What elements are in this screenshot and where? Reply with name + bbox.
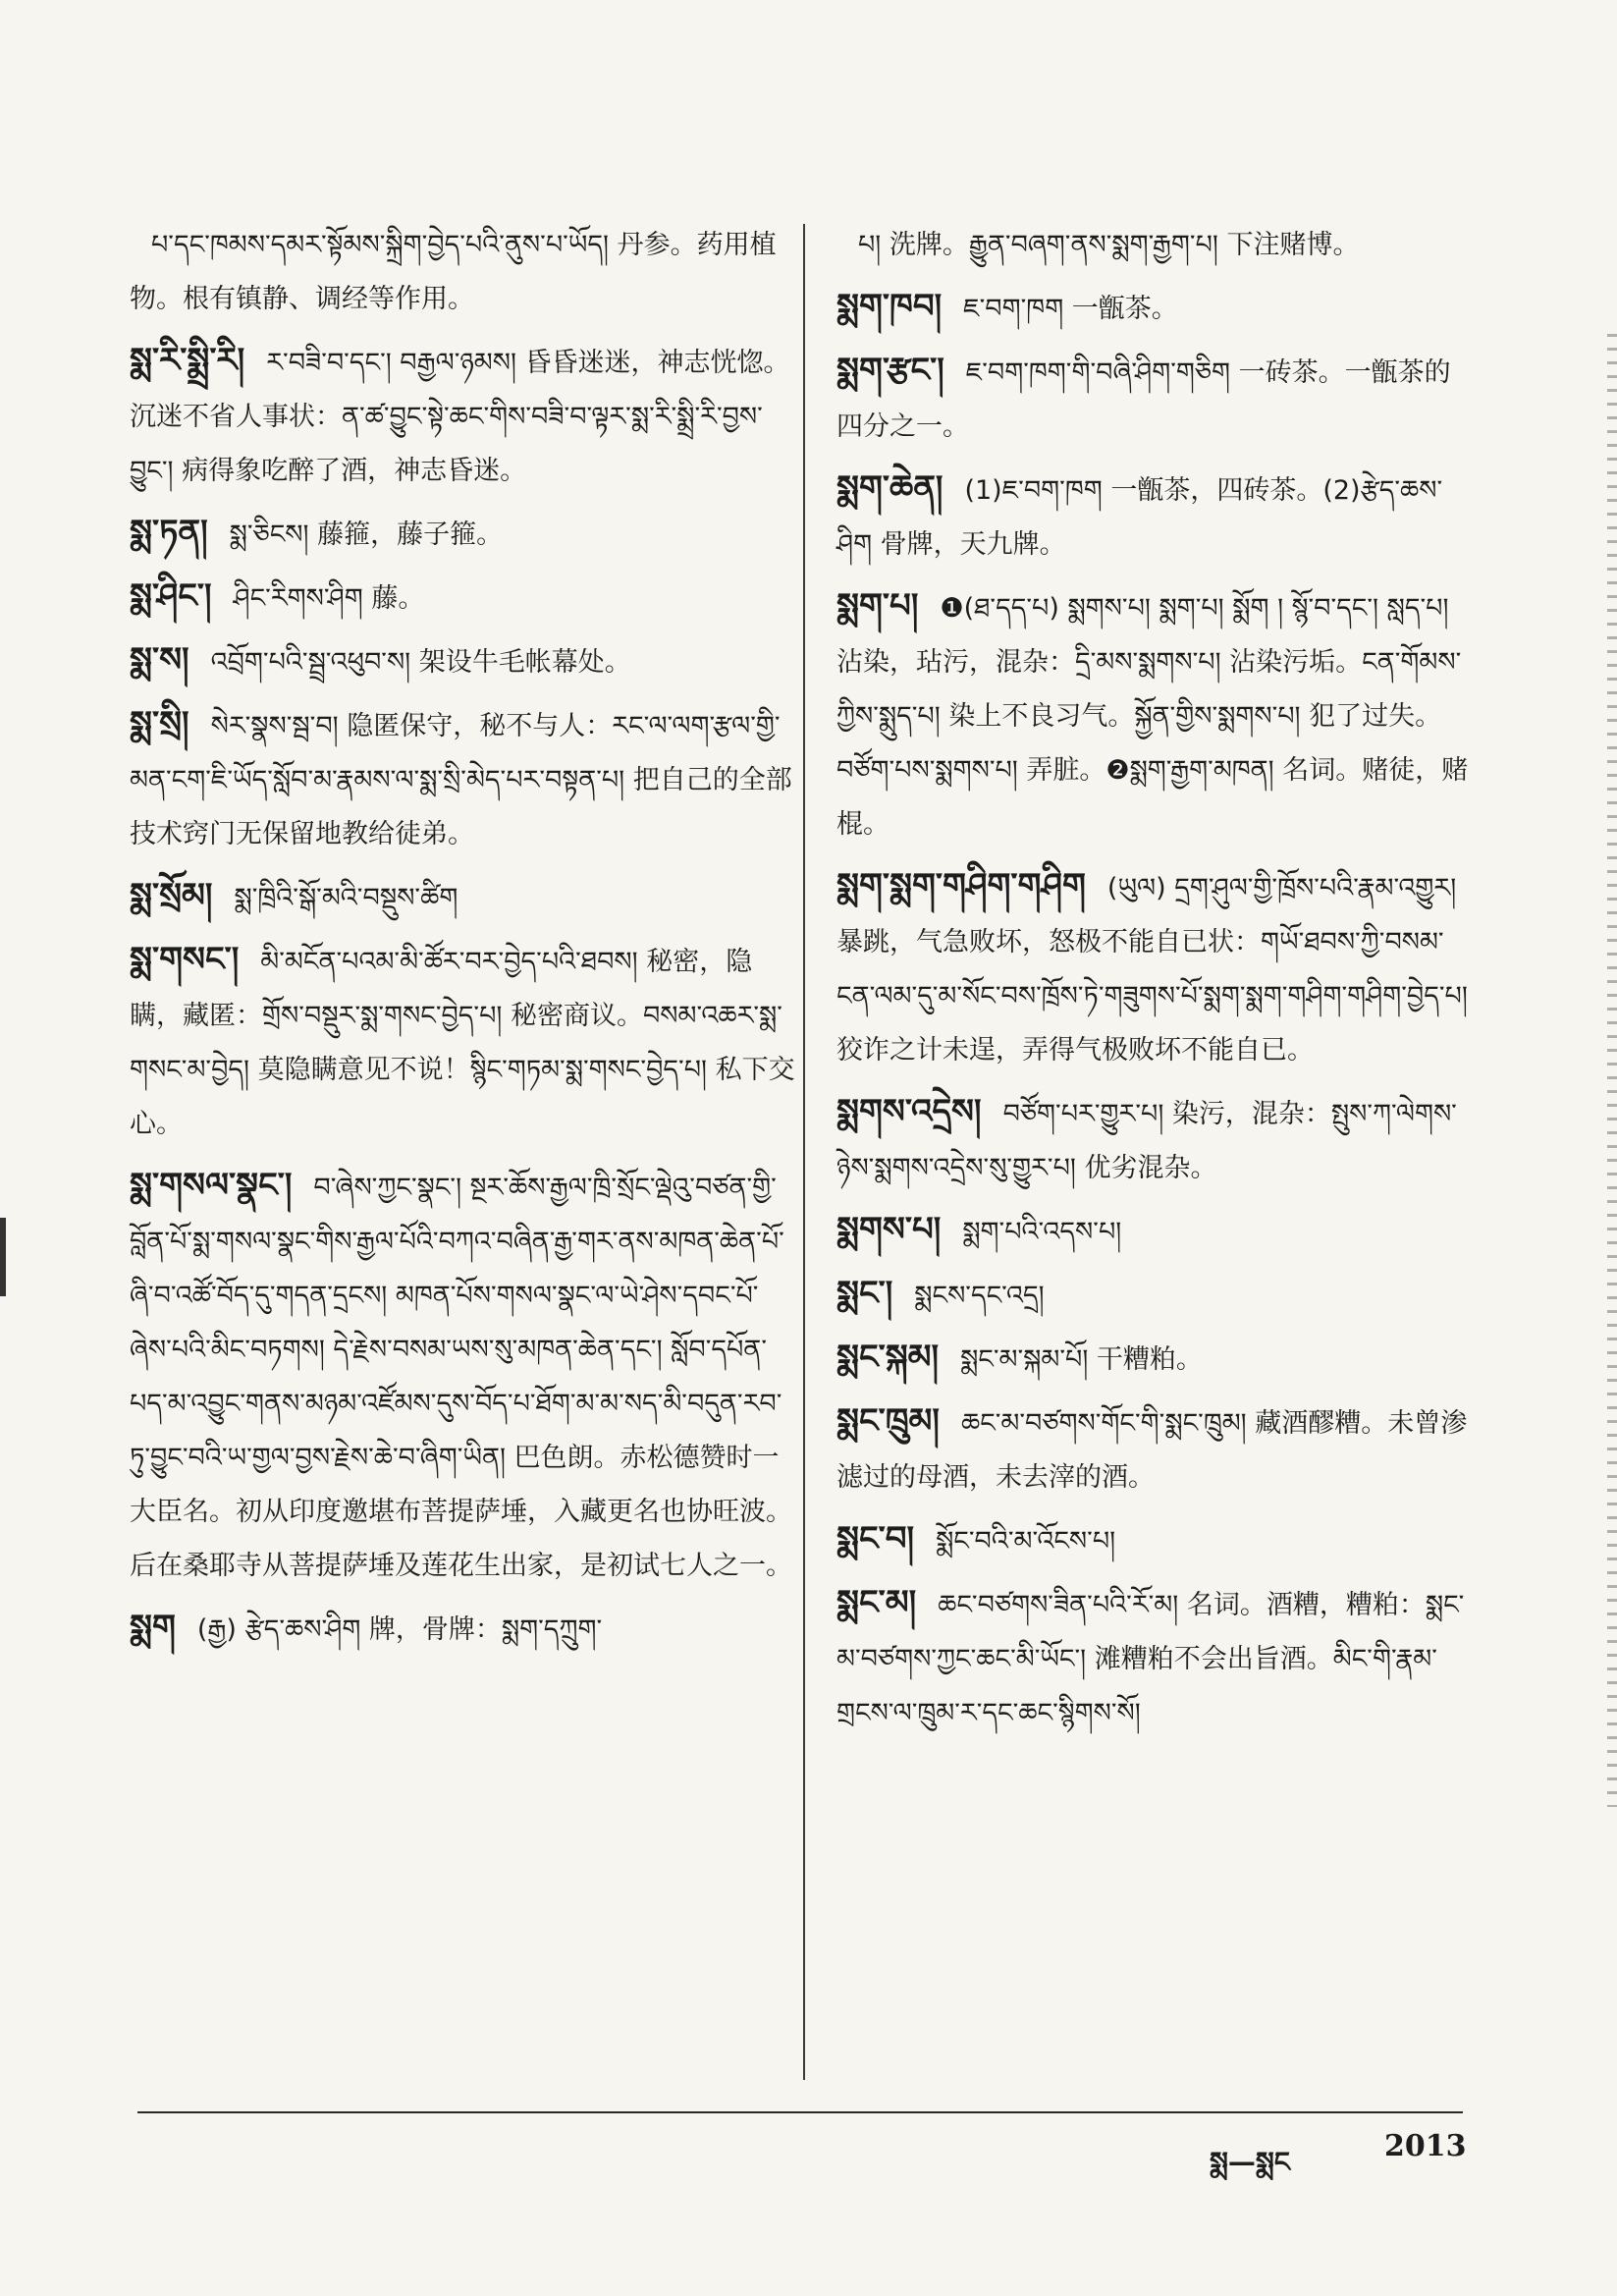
- entry: [836, 859, 1475, 1077]
- entry-text: ཇ་བག་ཁག 一甑茶。: [963, 294, 1178, 324]
- entry: [836, 280, 1475, 336]
- entry: [836, 579, 1475, 851]
- headword: སྨག་སྨག་གཤིག་གཤིག: [836, 866, 1086, 905]
- entry: [836, 216, 1475, 272]
- left-column: [130, 216, 797, 1665]
- entry: [836, 1267, 1475, 1323]
- entry-text: མི་མངོན་པའམ་མི་ཚོར་བར་བྱེད་པའི་ཐབས། 秘密，隐瞒，藏匿：གྲོས་བསྡུར་སྨ་གསང་བྱེད་པ། 秘密商议。བསམ་འཆར་སྨ་གསང་མ་བྱེད། 莫隐瞒意见不说！སྙིང་གཏམ་སྨ་གསང་བྱེད་པ། 私下交心。: [130, 947, 795, 1139]
- entry-text: ར་བཟི་བ་དང་། བརྒྱལ་ཉམས། 昏昏迷迷，神志恍惚。沉迷不省人事状：ན་ཚ་བྱུང་སྟེ་ཆང་གིས་བཟི་བ་ལྟར་སྨ་རི་སྨྲི་རི་བྱས་བྱུང་། 病得象吃醉了酒，神志昏迷。: [130, 348, 790, 486]
- headword: སྨག: [130, 1608, 176, 1647]
- headword: སྨ་ཤིང་།: [130, 576, 212, 616]
- entry: [130, 933, 797, 1151]
- entry-text: སྨང་མ་སྐམ་པོ། 干糟粕。: [960, 1344, 1203, 1375]
- headword: སྨག་པ།: [836, 586, 919, 626]
- headword: སྨ་སྲོམ།: [130, 876, 213, 915]
- entry: [836, 344, 1475, 454]
- footer-rule: [137, 2111, 1463, 2113]
- entry-text: (རྒྱ) རྩེད་ཆས་ཤིག 牌，骨牌：སྨག་དཀྲུག་: [196, 1614, 603, 1645]
- entry-text: པ། 洗牌。རྒྱུན་བཞག་ནས་སྨག་རྒྱག་པ། 下注赌博。: [858, 230, 1360, 260]
- entry: [130, 869, 797, 925]
- scan-left-mark: [0, 1218, 6, 1296]
- headword: སྨང་མ།: [836, 1583, 917, 1622]
- entry: [836, 1203, 1475, 1259]
- entry-text: བཙོག་པར་གྱུར་པ། 染污，混杂：སྤུས་ཀ་ལེགས་ཉེས་སྨགས་འདྲེས་སུ་གྱུར་པ། 优劣混杂。: [836, 1099, 1457, 1183]
- entry: [836, 1331, 1475, 1387]
- headword: སྨག་རྩང་།: [836, 351, 944, 390]
- entry-text: བ་ཞེས་ཀྱང་སྣང་། སྔར་ཆོས་རྒྱལ་ཁྲི་སྲོང་ལྡེའུ་བཙན་གྱི་བློན་པོ་སྨ་གསལ་སྣང་གིས་རྒྱལ་པོའི་བཀའ་བཞིན་རྒྱ་གར་ནས་མཁན་ཆེན་པོ་ཞི་བ་འཚོ་བོད་དུ་གདན་དྲངས། མཁན་པོས་གསལ་སྣང་ལ་ཡེ་ཤེས་དབང་པོ་ཞེས་པའི་མིང་བཏགས། དེ་རྗེས་བསམ་ཡས་སུ་མཁན་ཆེན་དང་། སློབ་དཔོན་པད་མ་འབྱུང་གནས་མཉམ་འཛོམས་དུས་བོད་པ་ཐོག་མ་མ་སད་མི་བདུན་རབ་ཏུ་བྱུང་བའི་ཡ་གྱལ་བྱས་རྗེས་ཆེ་བ་ཞིག་ཡིན། 巴色朗。赤松德赞时一大臣名。初从印度邀堪布菩提萨埵，入藏更名也协旺波。后在桑耶寺从菩提萨埵及莲花生出家，是初试七人之一。: [130, 1173, 792, 1581]
- headword: སྨང་།: [836, 1274, 893, 1313]
- page-range-label: སྨ—སྨང: [1210, 2146, 1290, 2178]
- entry: [130, 1159, 797, 1593]
- entry: [130, 216, 797, 326]
- headword: སྨ་སྲི།: [130, 704, 189, 743]
- entry: [130, 334, 797, 498]
- entry-text: (ཡུལ) དྲག་ཤུལ་གྱི་ཁྲོས་པའི་རྣམ་འགྱུར། 暴跳，气急败坏，怒极不能自已状：གཡོ་ཐབས་ཀྱི་བསམ་ངན་ལམ་དུ་མ་སོང་བས་ཁྲོས་ཏེ་གཟུགས་པོ་སྨག་སྨག་གཤིག་གཤིག་བྱེད་པ། 狡诈之计未逞，弄得气极败坏不能自已。: [836, 873, 1468, 1066]
- entry-text: སྨངས་དང་འདྲ།: [914, 1281, 1045, 1311]
- entry: [836, 1576, 1475, 1740]
- headword: སྨགས་པ།: [836, 1210, 942, 1249]
- page-number: 2013: [1384, 2129, 1467, 2163]
- entry: [130, 697, 797, 861]
- scan-edge-marks: [1607, 334, 1617, 1807]
- headword: སྨང་ཁྲུམ།: [836, 1401, 940, 1441]
- headword: སྨ་ས།: [130, 640, 189, 680]
- entry-text: པ་དང་ཁམས་དམར་སྟོམས་སྐྲིག་བྱེད་པའི་ནུས་པ་ཡོད། 丹参。药用植物。根有镇静、调经等作用。: [130, 230, 777, 314]
- entry: [836, 462, 1475, 572]
- entry-text: སྨ་ཁྲིའི་སྒོ་མའི་བསྡུས་ཚིག: [234, 883, 458, 913]
- headword: སྨག་ཆེན།: [836, 468, 943, 508]
- entry: [130, 1601, 797, 1657]
- entry: [836, 1394, 1475, 1504]
- entry-text: ❶(ཐ་དད་པ) སྨགས་པ། སྨག་པ། སྨོག ། སྙོ་བ་དང་། སླད་པ། 沾染，玷污，混杂：དྲི་མས་སྨགས་པ། 沾染污垢。ངན་གོམས་ཀྱིས་སྨུད་པ། 染上不良习气。སྐྱོན་གྱིས་སྨགས་པ། 犯了过失。བཙོག་པས་སྨགས་པ། 弄脏。❷སྨག་རྒྱག་མཁན། 名词。赌徒，赌棍。: [836, 593, 1469, 840]
- headword: སྨ་རི་སྨྲི་རི།: [130, 341, 245, 380]
- entry: [130, 570, 797, 626]
- entry-text: ཤིང་རིགས་ཤིག 藤。: [233, 583, 425, 614]
- entry-text: སྨག་པའི་འདས་པ།: [962, 1217, 1122, 1247]
- entry: [836, 1512, 1475, 1568]
- entry-text: སྨོང་བའི་མ་འོངས་པ།: [936, 1526, 1116, 1557]
- entry-text: སེར་སྣས་སྦ་བ། 隐匿保守，秘不与人：རང་ལ་ལག་རྩལ་གྱི་མན་ངག་ཇི་ཡོད་སློབ་མ་རྣམས་ལ་སྨ་སྲི་མེད་པར་བསྟན་པ། 把自己的全部技术窍门无保留地教给徒弟。: [130, 711, 792, 849]
- right-column: [836, 216, 1475, 1748]
- entry-text: འབྲོག་པའི་སྦྲ་འཕུབ་ས། 架设牛毛帐幕处。: [210, 647, 631, 678]
- headword: སྨ་གསང་།: [130, 940, 240, 979]
- entry: [130, 633, 797, 689]
- headword: སྨ་གསལ་སྣང་།: [130, 1166, 293, 1205]
- entry-text: (1)ཇ་བག་ཁག 一甑茶，四砖茶。(2)རྩེད་ཆས་ཤིག 骨牌，天九牌。: [836, 475, 1443, 560]
- headword: སྨགས་འདྲེས།: [836, 1092, 982, 1131]
- entry-text: སྨ་ཅིངས། 藤箍，藤子箍。: [229, 519, 504, 550]
- entry-text: ཇ་བག་ཁག་གི་བཞི་ཤིག་གཅིག 一砖茶。一甑茶的四分之一。: [836, 357, 1451, 442]
- entry-text: ཆང་མ་བཙགས་གོང་གི་སྨང་ཁྲུམ། 藏酒醪糟。未曾渗滤过的母酒，未去滓的酒。: [836, 1408, 1468, 1493]
- headword: སྨ་ཏན།: [130, 513, 208, 552]
- headword: སྨང་བ།: [836, 1519, 915, 1558]
- headword: སྨག་ཁབ།: [836, 287, 943, 326]
- column-divider: [803, 224, 805, 2080]
- entry: [130, 506, 797, 562]
- headword: སྨང་སྐམ།: [836, 1338, 940, 1377]
- entry: [836, 1085, 1475, 1195]
- entry-text: ཆང་བཙགས་ཟིན་པའི་རོ་མ། 名词。酒糟，糟粕：སྨང་མ་བཙགས་ཀྱང་ཆང་མི་ཡོང་། 滩糟粕不会出旨酒。མིང་གི་རྣམ་གྲངས་ལ་ཁྲུམ་ར་དང་ཆང་སྙིགས་སོ།: [836, 1590, 1465, 1728]
